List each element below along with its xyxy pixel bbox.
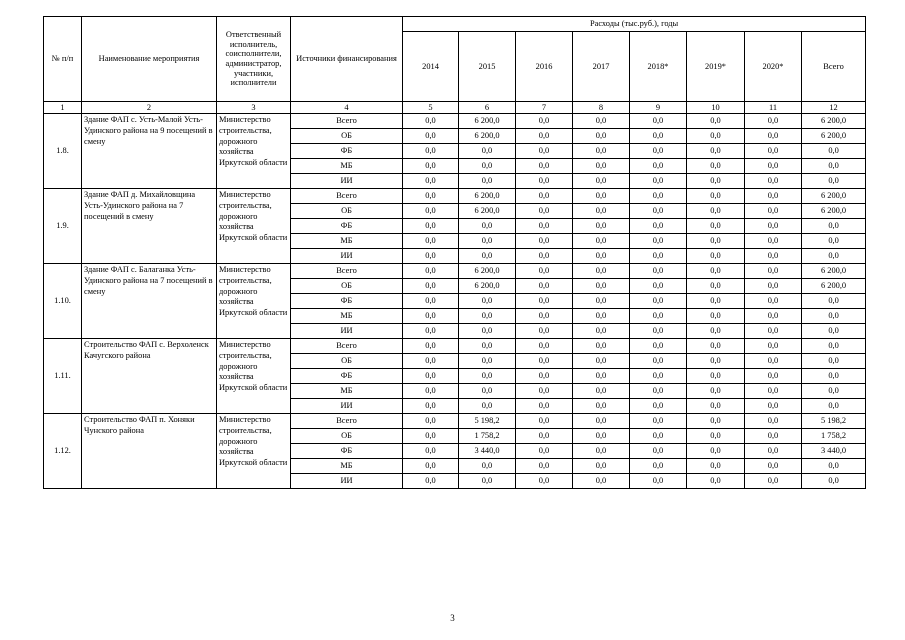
table-row [44,114,866,129]
year-value: 0,0 [745,264,802,279]
funding-source: МБ [291,234,403,249]
year-value: 0,0 [573,159,630,174]
year-value: 0,0 [745,144,802,159]
funding-source: ИИ [291,174,403,189]
funding-source: МБ [291,384,403,399]
column-number: 4 [291,102,403,114]
year-value: 0,0 [403,309,459,324]
year-value: 6 200,0 [459,129,516,144]
column-number: 3 [217,102,291,114]
year-value: 0,0 [459,249,516,264]
column-numbers-row [44,102,866,114]
year-value: 0,0 [573,369,630,384]
year-value: 0,0 [516,294,573,309]
year-value: 0,0 [403,174,459,189]
year-value: 0,0 [459,384,516,399]
year-value: 0,0 [630,354,687,369]
year-value: 0,0 [745,339,802,354]
total-value: 0,0 [802,459,866,474]
year-value: 0,0 [403,219,459,234]
year-value: 0,0 [573,234,630,249]
year-value: 0,0 [687,294,745,309]
year-value: 0,0 [573,219,630,234]
total-value: 0,0 [802,234,866,249]
year-value: 0,0 [630,159,687,174]
column-number: 8 [573,102,630,114]
year-value: 0,0 [403,399,459,414]
year-value: 0,0 [459,294,516,309]
funding-source: ИИ [291,474,403,489]
year-value: 0,0 [403,384,459,399]
total-value: 0,0 [802,144,866,159]
total-value: 6 200,0 [802,204,866,219]
header-year: 2020* [745,32,802,102]
funding-source: ОБ [291,279,403,294]
year-value: 0,0 [687,429,745,444]
year-value: 0,0 [573,354,630,369]
year-value: 0,0 [687,189,745,204]
year-value: 0,0 [687,234,745,249]
header-expenses: Расходы (тыс.руб.), годы [403,17,866,32]
header-year: 2015 [459,32,516,102]
year-value: 0,0 [516,159,573,174]
column-number: 1 [44,102,82,114]
item-number: 1.8. [44,114,82,189]
item-name: Здание ФАП д. Михайловщина Усть-Удинского района на 7 посещений в смену [82,189,217,264]
year-value: 0,0 [573,264,630,279]
year-value: 0,0 [403,249,459,264]
year-value: 0,0 [459,159,516,174]
total-value: 0,0 [802,249,866,264]
funding-source: ФБ [291,294,403,309]
year-value: 0,0 [403,129,459,144]
year-value: 0,0 [573,399,630,414]
year-value: 0,0 [687,204,745,219]
year-value: 0,0 [630,129,687,144]
year-value: 0,0 [516,369,573,384]
year-value: 6 200,0 [459,264,516,279]
item-number: 1.11. [44,339,82,414]
year-value: 0,0 [573,339,630,354]
item-executor: Министерство строительства, дорожного хозяйства Иркутской области [217,414,291,489]
year-value: 0,0 [745,429,802,444]
total-value: 5 198,2 [802,414,866,429]
total-value: 6 200,0 [802,189,866,204]
header-executor: Ответственный исполнитель, соисполнители, администратор, участники, исполнители [217,17,291,102]
year-value: 0,0 [573,384,630,399]
item-executor: Министерство строительства, дорожного хозяйства Иркутской области [217,189,291,264]
year-value: 0,0 [403,264,459,279]
item-number: 1.10. [44,264,82,339]
year-value: 0,0 [687,114,745,129]
column-number: 6 [459,102,516,114]
year-value: 0,0 [687,144,745,159]
expenses-table [43,16,866,489]
year-value: 0,0 [459,144,516,159]
year-value: 0,0 [687,399,745,414]
page-number: 3 [450,613,455,623]
year-value: 0,0 [516,354,573,369]
year-value: 0,0 [687,414,745,429]
header-year: 2019* [687,32,745,102]
year-value: 0,0 [403,339,459,354]
year-value: 0,0 [459,219,516,234]
year-value: 0,0 [745,219,802,234]
total-value: 0,0 [802,474,866,489]
year-value: 0,0 [516,339,573,354]
year-value: 0,0 [403,279,459,294]
item-number: 1.9. [44,189,82,264]
total-value: 6 200,0 [802,264,866,279]
year-value: 0,0 [630,219,687,234]
year-value: 0,0 [745,474,802,489]
year-value: 0,0 [745,189,802,204]
item-name: Строительство ФАП п. Хоняки Чунского района [82,414,217,489]
total-value: 6 200,0 [802,129,866,144]
year-value: 0,0 [403,414,459,429]
year-value: 0,0 [745,399,802,414]
year-value: 0,0 [459,474,516,489]
column-number: 5 [403,102,459,114]
year-value: 0,0 [516,399,573,414]
year-value: 0,0 [573,204,630,219]
year-value: 0,0 [630,189,687,204]
year-value: 0,0 [630,249,687,264]
total-value: 6 200,0 [802,279,866,294]
column-number: 11 [745,102,802,114]
year-value: 0,0 [687,384,745,399]
year-value: 6 200,0 [459,204,516,219]
year-value: 3 440,0 [459,444,516,459]
total-value: 0,0 [802,339,866,354]
funding-source: Всего [291,189,403,204]
item-executor: Министерство строительства, дорожного хозяйства Иркутской области [217,339,291,414]
year-value: 0,0 [745,324,802,339]
header-sources: Источники финансирования [291,17,403,102]
year-value: 0,0 [630,144,687,159]
total-value: 0,0 [802,294,866,309]
header-total: Всего [802,32,866,102]
item-name: Здание ФАП с. Балаганка Усть-Удинского района на 7 посещений в смену [82,264,217,339]
year-value: 0,0 [687,279,745,294]
total-value: 0,0 [802,354,866,369]
year-value: 0,0 [745,369,802,384]
year-value: 0,0 [459,339,516,354]
column-number: 9 [630,102,687,114]
year-value: 0,0 [573,114,630,129]
year-value: 0,0 [403,429,459,444]
funding-source: ИИ [291,399,403,414]
funding-source: МБ [291,309,403,324]
year-value: 0,0 [403,369,459,384]
year-value: 0,0 [630,414,687,429]
year-value: 6 200,0 [459,279,516,294]
year-value: 0,0 [459,234,516,249]
year-value: 0,0 [745,309,802,324]
year-value: 0,0 [630,234,687,249]
year-value: 0,0 [403,354,459,369]
total-value: 0,0 [802,174,866,189]
year-value: 0,0 [630,339,687,354]
funding-source: Всего [291,264,403,279]
year-value: 0,0 [745,384,802,399]
year-value: 0,0 [573,474,630,489]
year-value: 0,0 [573,459,630,474]
year-value: 0,0 [745,129,802,144]
total-value: 6 200,0 [802,114,866,129]
year-value: 0,0 [573,309,630,324]
funding-source: ОБ [291,204,403,219]
year-value: 0,0 [573,324,630,339]
funding-source: Всего [291,114,403,129]
year-value: 0,0 [459,354,516,369]
year-value: 0,0 [403,159,459,174]
table-body [44,114,866,489]
year-value: 0,0 [516,324,573,339]
year-value: 0,0 [630,264,687,279]
funding-source: Всего [291,339,403,354]
table-row [44,414,866,429]
year-value: 0,0 [630,384,687,399]
year-value: 0,0 [687,249,745,264]
year-value: 0,0 [745,354,802,369]
year-value: 0,0 [459,174,516,189]
year-value: 0,0 [459,399,516,414]
year-value: 0,0 [687,159,745,174]
year-value: 0,0 [516,144,573,159]
column-number: 10 [687,102,745,114]
year-value: 0,0 [403,114,459,129]
funding-source: ИИ [291,249,403,264]
year-value: 0,0 [745,159,802,174]
year-value: 0,0 [630,444,687,459]
funding-source: ОБ [291,354,403,369]
header-no: № п/п [44,17,82,102]
funding-source: ОБ [291,129,403,144]
year-value: 0,0 [745,414,802,429]
item-name: Строительство ФАП с. Верхоленск Качугского района [82,339,217,414]
year-value: 0,0 [630,399,687,414]
funding-source: ОБ [291,429,403,444]
year-value: 0,0 [745,279,802,294]
year-value: 0,0 [630,474,687,489]
year-value: 1 758,2 [459,429,516,444]
year-value: 0,0 [745,249,802,264]
year-value: 0,0 [687,174,745,189]
year-value: 0,0 [745,204,802,219]
year-value: 0,0 [516,129,573,144]
year-value: 0,0 [459,369,516,384]
year-value: 0,0 [516,384,573,399]
year-value: 0,0 [573,444,630,459]
year-value: 0,0 [459,309,516,324]
year-value: 0,0 [630,309,687,324]
item-executor: Министерство строительства, дорожного хозяйства Иркутской области [217,264,291,339]
document-sheet [43,16,865,489]
year-value: 0,0 [403,204,459,219]
year-value: 0,0 [687,474,745,489]
total-value: 0,0 [802,399,866,414]
year-value: 0,0 [573,414,630,429]
year-value: 0,0 [516,459,573,474]
year-value: 0,0 [403,324,459,339]
year-value: 0,0 [630,204,687,219]
year-value: 0,0 [573,429,630,444]
year-value: 0,0 [745,444,802,459]
year-value: 0,0 [516,249,573,264]
table-row [44,189,866,204]
year-value: 0,0 [687,444,745,459]
header-year: 2014 [403,32,459,102]
year-value: 0,0 [516,444,573,459]
year-value: 0,0 [745,174,802,189]
total-value: 0,0 [802,369,866,384]
year-value: 0,0 [687,219,745,234]
funding-source: ФБ [291,369,403,384]
header-name: Наименование мероприятия [82,17,217,102]
year-value: 0,0 [630,294,687,309]
year-value: 0,0 [573,129,630,144]
year-value: 0,0 [459,324,516,339]
year-value: 0,0 [573,294,630,309]
year-value: 0,0 [630,459,687,474]
funding-source: Всего [291,414,403,429]
total-value: 0,0 [802,324,866,339]
table-row [44,339,866,354]
total-value: 3 440,0 [802,444,866,459]
year-value: 0,0 [687,129,745,144]
year-value: 6 200,0 [459,114,516,129]
total-value: 0,0 [802,159,866,174]
year-value: 0,0 [516,474,573,489]
total-value: 1 758,2 [802,429,866,444]
header-year: 2018* [630,32,687,102]
column-number: 12 [802,102,866,114]
year-value: 0,0 [687,264,745,279]
year-value: 0,0 [573,189,630,204]
funding-source: МБ [291,159,403,174]
year-value: 0,0 [687,369,745,384]
item-name: Здание ФАП с. Усть-Малой Усть-Удинского района на 9 посещений в смену [82,114,217,189]
year-value: 6 200,0 [459,189,516,204]
year-value: 0,0 [630,429,687,444]
total-value: 0,0 [802,219,866,234]
total-value: 0,0 [802,384,866,399]
year-value: 0,0 [516,309,573,324]
year-value: 0,0 [687,324,745,339]
year-value: 0,0 [403,189,459,204]
year-value: 0,0 [573,174,630,189]
year-value: 0,0 [687,309,745,324]
year-value: 0,0 [403,294,459,309]
funding-source: ФБ [291,144,403,159]
year-value: 0,0 [573,249,630,264]
year-value: 0,0 [516,114,573,129]
year-value: 0,0 [630,114,687,129]
year-value: 0,0 [630,324,687,339]
year-value: 0,0 [403,144,459,159]
year-value: 0,0 [403,474,459,489]
year-value: 0,0 [459,459,516,474]
year-value: 0,0 [745,234,802,249]
item-number: 1.12. [44,414,82,489]
table-row [44,264,866,279]
year-value: 0,0 [516,204,573,219]
year-value: 5 198,2 [459,414,516,429]
year-value: 0,0 [630,174,687,189]
header-year: 2017 [573,32,630,102]
year-value: 0,0 [745,114,802,129]
year-value: 0,0 [573,279,630,294]
year-value: 0,0 [630,369,687,384]
year-value: 0,0 [516,279,573,294]
year-value: 0,0 [745,294,802,309]
year-value: 0,0 [403,234,459,249]
funding-source: ФБ [291,444,403,459]
year-value: 0,0 [573,144,630,159]
funding-source: ИИ [291,324,403,339]
year-value: 0,0 [516,234,573,249]
item-executor: Министерство строительства, дорожного хозяйства Иркутской области [217,114,291,189]
year-value: 0,0 [630,279,687,294]
year-value: 0,0 [403,444,459,459]
column-number: 2 [82,102,217,114]
column-number: 7 [516,102,573,114]
total-value: 0,0 [802,309,866,324]
year-value: 0,0 [687,459,745,474]
year-value: 0,0 [745,459,802,474]
funding-source: ФБ [291,219,403,234]
year-value: 0,0 [687,354,745,369]
year-value: 0,0 [516,189,573,204]
year-value: 0,0 [516,219,573,234]
year-value: 0,0 [516,174,573,189]
year-value: 0,0 [687,339,745,354]
funding-source: МБ [291,459,403,474]
year-value: 0,0 [516,414,573,429]
year-value: 0,0 [516,264,573,279]
year-value: 0,0 [516,429,573,444]
year-value: 0,0 [403,459,459,474]
header-year: 2016 [516,32,573,102]
